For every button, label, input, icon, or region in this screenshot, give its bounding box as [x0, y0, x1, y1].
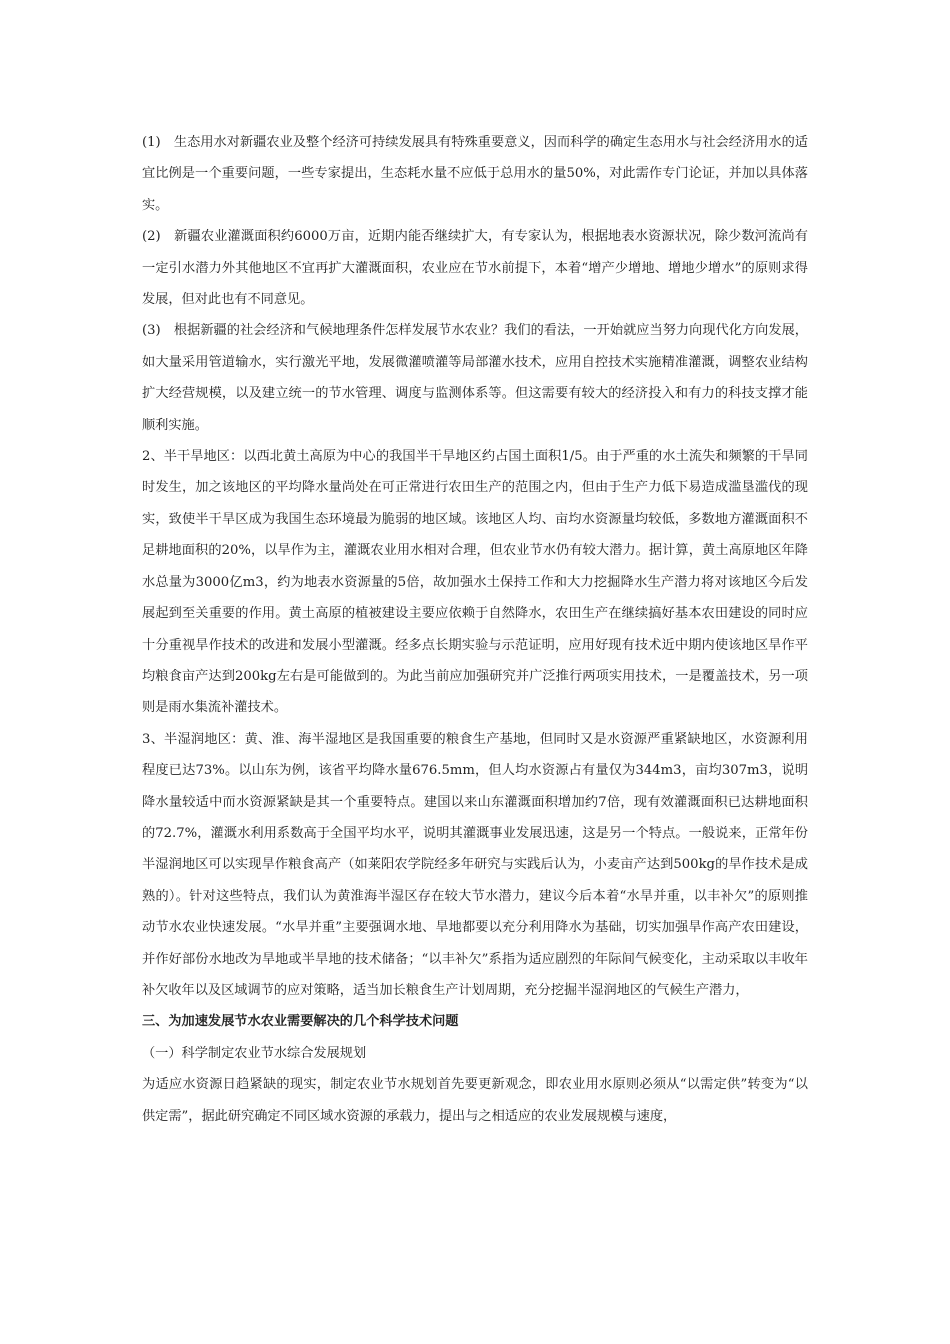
paragraph-semi-arid: 2、半干旱地区：以西北黄土高原为中心的我国半干旱地区约占国土面积1/5。由于严重的水土流失和频繁的干旱同时发生，加之该地区的平均降水量尚处在可正常进行农田生产的范围之内，但由于生产力低下易造成滥垦滥伐的现实，致使半干旱区成为我国生态环境最为脆弱的地区域。该地区人均、亩均水资源量均较低，多数地方灌溉面积不足耕地面积的20%，以旱作为主，灌溉农业用水相对合理，但农业节水仍有较大潜力。据计算，黄土高原地区年降水总量为3000亿m3，约为地表水资源量的5倍，故加强水土保持工作和大力挖掘降水生产潜力将对该地区今后发展起到至关重要的作用。黄土高原的植被建设主要应依赖于自然降水，农田生产在继续搞好基本农田建设的同时应十分重视旱作技术的改进和发展小型灌溉。经多点长期实验与示范证明，应用好现有技术近中期内使该地区旱作平均粮食亩产达到200kg左右是可能做到的。为此当前应加强研究并广泛推行两项实用技术，一是覆盖技术，另一项则是雨水集流补灌技术。	[142, 449, 808, 716]
document-body	[142, 127, 808, 1132]
paragraph-3: (3) 根据新疆的社会经济和气候地理条件怎样发展节水农业？我们的看法，一开始就应当努力向现代化方向发展，如大量采用管道输水，实行激光平地，发展微灌喷灌等局部灌水技术，应用自控技术实施精准灌溉，调整农业结构扩大经营规模，以及建立统一的节水管理、调度与监测体系等。但这需要有较大的经济投入和有力的科技支撑才能顺利实施。	[142, 323, 808, 433]
paragraph-semi-humid: 3、半湿润地区：黄、淮、海半湿地区是我国重要的粮食生产基地，但同时又是水资源严重紧缺地区，水资源利用程度已达73%。以山东为例，该省平均降水量676.5mm，但人均水资源占有量仅为344m3，亩均307m3，说明降水量较适中而水资源紧缺是其一个重要特点。建国以来山东灌溉面积增加约7倍，现有效灌溉面积已达耕地面积的72.7%，灌溉水利用系数高于全国平均水平，说明其灌溉事业发展迅速，这是另一个特点。一般说来，正常年份半湿润地区可以实现旱作粮食高产（如莱阳农学院经多年研究与实践后认为，小麦亩产达到500kg的旱作技术是成熟的）。针对这些特点，我们认为黄淮海半湿区存在较大节水潜力，建议今后本着“水旱并重，以丰补欠”的原则推动节水农业快速发展。“水旱并重”主要强调水地、旱地都要以充分利用降水为基础，切实加强旱作高产农田建设，并作好部份水地改为旱地或半旱地的技术储备；“以丰补欠”系指为适应剧烈的年际间气候变化，主动采取以丰收年补欠收年以及区域调节的应对策略，适当加长粮食生产计划周期，充分挖掘半湿润地区的气候生产潜力，	[142, 731, 809, 998]
subsection-heading: （一）科学制定农业节水综合发展规划	[142, 1045, 367, 1061]
paragraph-1: (1) 生态用水对新疆农业及整个经济可持续发展具有特殊重要意义，因而科学的确定生态用水与社会经济用水的适宜比例是一个重要问题，一些专家提出，生态耗水量不应低于总用水的量50%，对此需作专门论证，并加以具体落实。	[142, 135, 808, 213]
paragraph-2: (2) 新疆农业灌溉面积约6000万亩，近期内能否继续扩大，有专家认为，根据地表水资源状况，除少数河流尚有一定引水潜力外其他地区不宜再扩大灌溉面积，农业应在节水前提下，本着“增产少增地、增地少增水”的原则求得发展，但对此也有不同意见。	[142, 229, 808, 308]
paragraph-planning: 为适应水资源日趋紧缺的现实，制定农业节水规划首先要更新观念，即农业用水原则必须从“以需定供”转变为“以供定需”，据此研究确定不同区域水资源的承载力，提出与之相适应的农业发展规模与速度，	[142, 1077, 808, 1124]
section-heading: 三、为加速发展节水农业需要解决的几个科学技术问题	[142, 1014, 459, 1030]
